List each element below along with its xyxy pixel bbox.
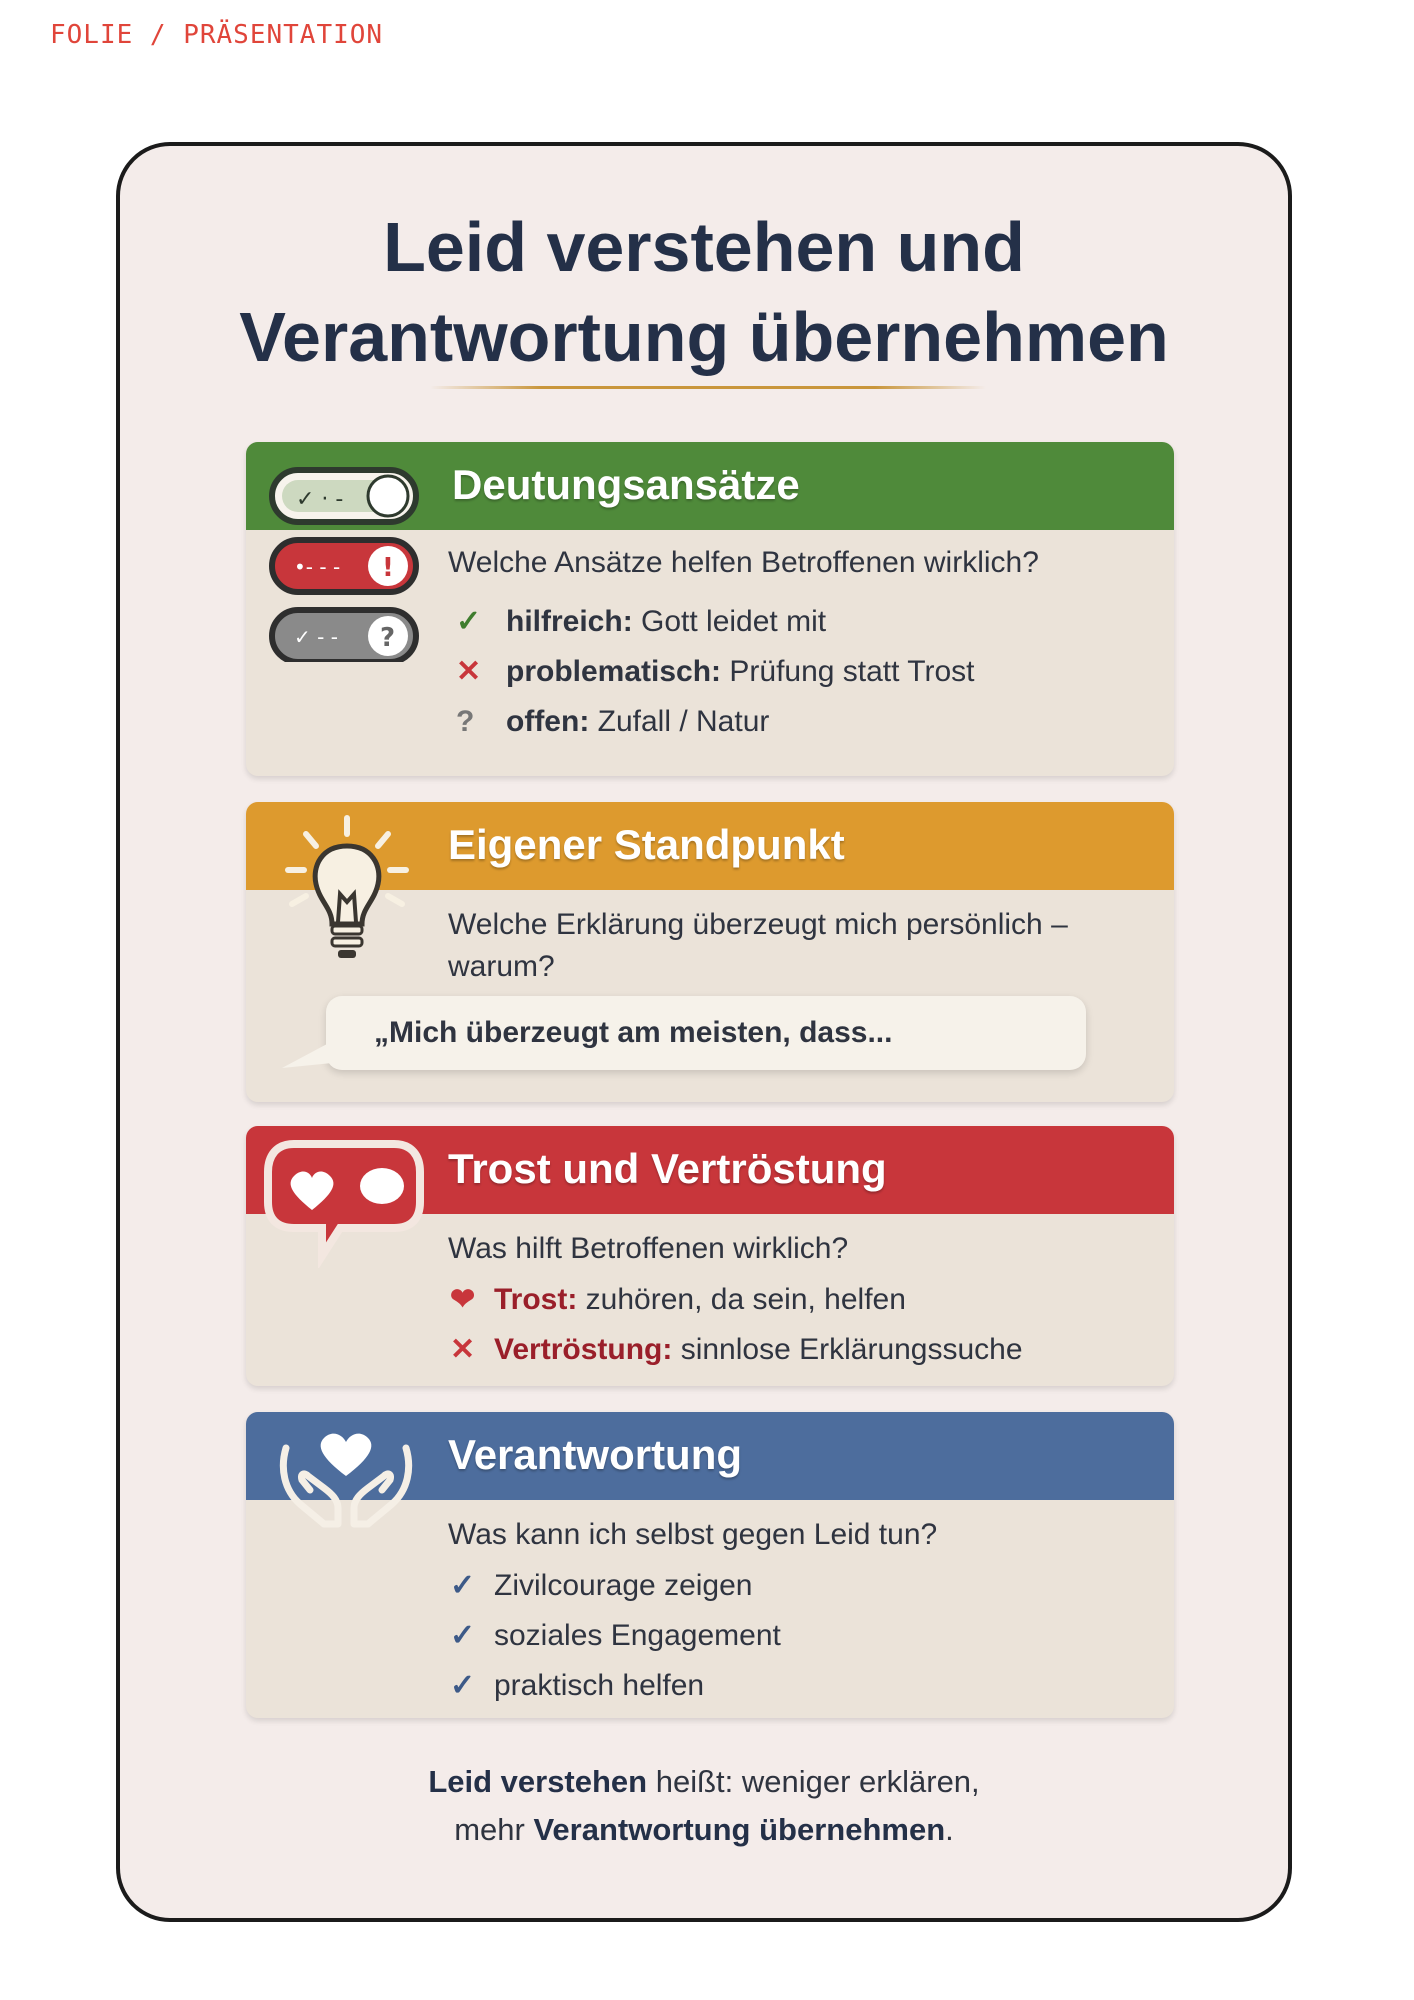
footer-bold: Verantwortung übernehmen <box>533 1812 946 1847</box>
list-item <box>450 1666 704 1706</box>
card-question <box>448 904 1068 988</box>
list-item <box>456 652 975 692</box>
quote-bubble <box>326 996 1086 1070</box>
list-item <box>456 702 769 742</box>
card-title: Verantwortung <box>448 1431 743 1478</box>
lightbulb-icon <box>282 814 412 964</box>
heart-icon: ❤ <box>450 1283 476 1316</box>
question-line-2: warum? <box>448 950 555 983</box>
footer-bold: Leid verstehen <box>428 1764 648 1799</box>
speech-tail-icon <box>282 1036 342 1070</box>
footer-summary <box>120 1758 1288 1854</box>
list-item <box>450 1566 752 1606</box>
list-item <box>450 1330 1023 1370</box>
heart-speech-bubble-icon <box>264 1138 424 1268</box>
svg-text:•- - -: •- - - <box>294 555 341 579</box>
item-text: praktisch helfen <box>494 1669 705 1702</box>
card-eigener-standpunkt <box>246 802 1174 1102</box>
check-icon: ✓ <box>456 605 482 638</box>
check-icon: ✓ <box>450 1569 476 1602</box>
question-line-1: Welche Erklärung überzeugt mich persönlich – <box>448 908 1068 941</box>
card-deutungsansaetze <box>246 442 1174 776</box>
item-label: Vertröstung: <box>494 1333 673 1366</box>
item-label: problematisch: <box>506 655 722 688</box>
slide-label: FOLIE / PRÄSENTATION <box>50 20 384 50</box>
footer-text: mehr <box>454 1812 534 1847</box>
svg-text:✓ · -: ✓ · - <box>296 487 344 512</box>
card-trost-und-vertroestung <box>246 1126 1174 1386</box>
card-question: Was kann ich selbst gegen Leid tun? <box>448 1518 938 1551</box>
item-text: Prüfung statt Trost <box>721 655 975 688</box>
card-question: Welche Ansätze helfen Betroffenen wirklich? <box>448 546 1039 579</box>
question-mark-icon: ? <box>456 705 475 738</box>
title-line-2: Verantwortung übernehmen <box>239 298 1169 376</box>
footer-line-1 <box>120 1758 1288 1806</box>
quote-text: „Mich überzeugt am meisten, dass... <box>374 1016 893 1049</box>
slide-card <box>116 142 1292 1922</box>
footer-line-2 <box>120 1806 1288 1854</box>
title-line-1: Leid verstehen und <box>383 208 1025 286</box>
cross-icon: ✕ <box>450 1333 476 1366</box>
list-item <box>450 1280 906 1320</box>
page-title <box>120 202 1288 382</box>
svg-text:!: ! <box>382 553 394 583</box>
title-divider <box>430 386 986 389</box>
item-text: Zufall / Natur <box>589 705 770 738</box>
hands-heart-icon <box>276 1428 416 1538</box>
item-text: sinnlose Erklärungssuche <box>672 1333 1023 1366</box>
svg-text:?: ? <box>380 623 396 653</box>
item-text: Gott leidet mit <box>632 605 827 638</box>
footer-text: . <box>945 1812 954 1847</box>
item-text: soziales Engagement <box>494 1619 781 1652</box>
footer-text: heißt: weniger erklären, <box>647 1764 980 1799</box>
card-title: Trost und Vertröstung <box>448 1145 887 1192</box>
svg-text:✓ - -: ✓ - - <box>294 625 338 649</box>
card-question: Was hilft Betroffenen wirklich? <box>448 1232 849 1265</box>
item-label: offen: <box>506 705 590 738</box>
card-title: Eigener Standpunkt <box>448 821 845 868</box>
toggle-switches-icon <box>268 466 422 662</box>
check-icon: ✓ <box>450 1669 476 1702</box>
list-item <box>450 1616 781 1656</box>
item-label: hilfreich: <box>506 605 633 638</box>
check-icon: ✓ <box>450 1619 476 1652</box>
card-title: Deutungsansätze <box>452 461 800 508</box>
card-verantwortung <box>246 1412 1174 1718</box>
item-text: Zivilcourage zeigen <box>494 1569 753 1602</box>
item-text: zuhören, da sein, helfen <box>577 1283 906 1316</box>
cross-icon: ✕ <box>456 655 482 688</box>
item-label: Trost: <box>494 1283 578 1316</box>
list-item <box>456 602 826 642</box>
